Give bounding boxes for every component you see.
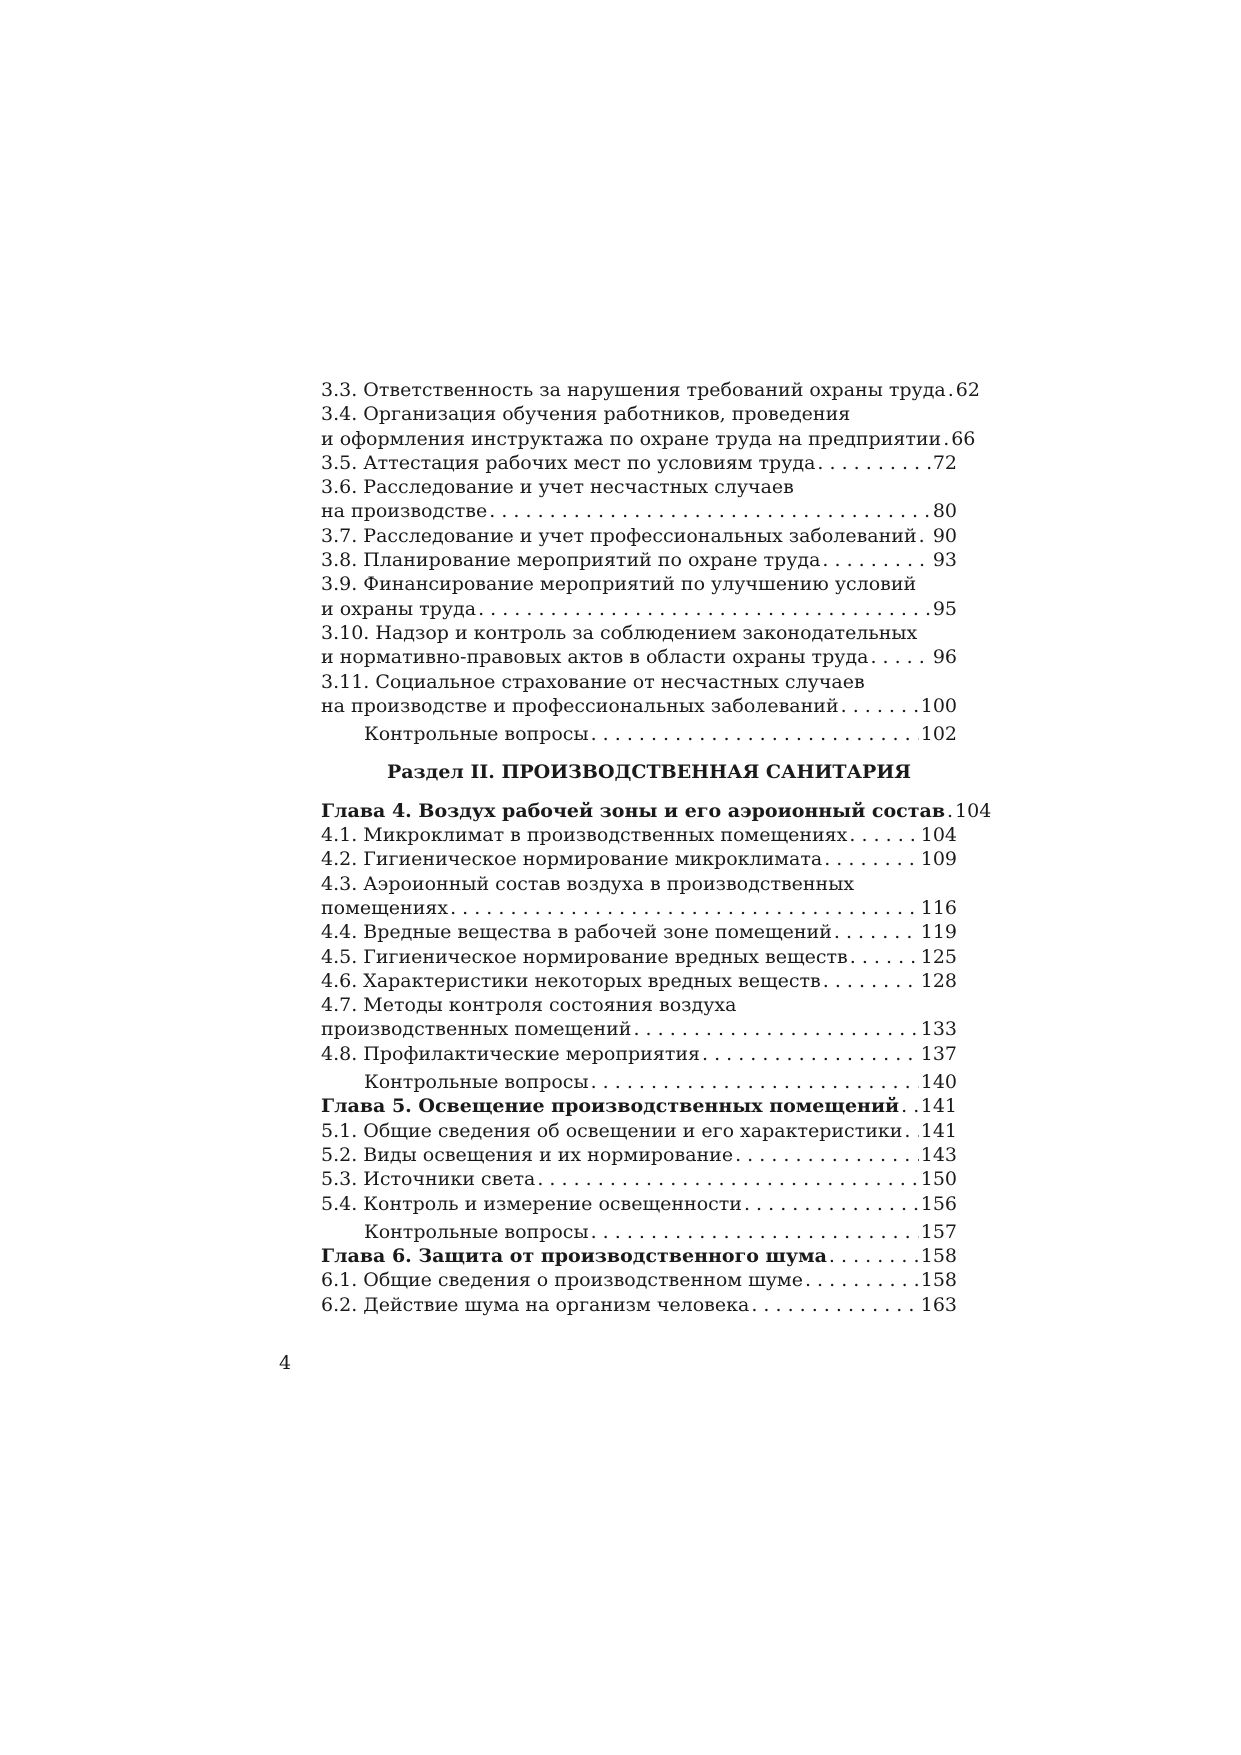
toc-entry-page: 80: [932, 500, 957, 523]
toc-entry-page: 104: [920, 824, 957, 847]
toc-entry-title: помещениях: [321, 896, 449, 919]
toc-entry-title: 4.1. Микроклимат в производственных помещениях: [321, 824, 848, 847]
toc-dot-leader: [817, 451, 930, 475]
toc-entry: [321, 1293, 957, 1317]
toc-entry-page: 104: [955, 799, 992, 822]
toc-entry-page: 93: [932, 549, 957, 572]
toc-entry-title: Контрольные вопросы: [364, 1071, 589, 1094]
toc-entry: [321, 920, 957, 944]
toc-entry-title: 5.2. Виды освещения и их нормирование: [321, 1143, 734, 1166]
toc-entry: [321, 499, 957, 523]
toc-entry: [321, 1192, 957, 1216]
toc-entry-page: 128: [920, 969, 957, 992]
toc-entry-title: Контрольные вопросы: [364, 1220, 589, 1243]
toc-part-1: [321, 378, 980, 746]
toc-entry-page: 125: [920, 945, 957, 968]
toc-entry: [321, 1017, 957, 1041]
toc-entry-page: 156: [920, 1192, 957, 1215]
toc-entry-title: 4.2. Гигиеническое нормирование микроклимата: [321, 848, 823, 871]
toc-entry-title: 3.8. Планирование мероприятий по охране труда: [321, 549, 821, 572]
toc-entry: [321, 896, 957, 920]
toc-entry-page: 109: [920, 848, 957, 871]
toc-entry: [321, 1042, 957, 1066]
toc-entry: [321, 1220, 957, 1244]
toc-entry: [321, 969, 957, 993]
toc-entry: [321, 823, 957, 847]
toc-chapter-entry: [321, 1244, 957, 1268]
toc-dot-leader: [919, 524, 931, 548]
toc-part-2: [321, 799, 992, 1317]
table-of-contents: [321, 378, 992, 1317]
toc-entry-page: 95: [932, 597, 957, 620]
toc-entry-page: 141: [920, 1095, 957, 1118]
toc-entry: [321, 621, 957, 645]
page-number: 4: [279, 1352, 292, 1374]
toc-dot-leader: [591, 722, 919, 746]
toc-entry-page: 90: [932, 524, 957, 547]
toc-entry: [321, 847, 957, 871]
toc-entry-title: 3.4. Организация обучения работников, проведения: [321, 403, 851, 426]
toc-dot-leader: [824, 847, 919, 871]
toc-entry: [321, 1143, 957, 1167]
toc-entry-page: 150: [920, 1168, 957, 1191]
toc-entry-title: 5.1. Общие сведения об освещении и его характеристики: [321, 1119, 903, 1142]
toc-entry-page: 102: [920, 723, 957, 746]
toc-dot-leader: [870, 645, 930, 669]
toc-entry-page: 157: [920, 1220, 957, 1243]
toc-dot-leader: [849, 823, 918, 847]
toc-dot-leader: [537, 1167, 918, 1191]
toc-entry: [321, 475, 957, 499]
toc-entry: [321, 694, 957, 718]
toc-entry-page: 66: [951, 427, 976, 450]
toc-dot-leader: [834, 920, 919, 944]
toc-entry-title: 3.5. Аттестация рабочих мест по условиям труда: [321, 451, 816, 474]
toc-dot-leader: [948, 378, 954, 402]
toc-entry: [321, 451, 957, 475]
toc-dot-leader: [591, 1070, 919, 1094]
toc-entry-title: Контрольные вопросы: [364, 723, 589, 746]
toc-dot-leader: [751, 1293, 918, 1317]
toc-entry-title: и оформления инструктажа по охране труда на предприятии: [321, 427, 942, 450]
toc-entry-title: производственных помещений: [321, 1018, 632, 1041]
toc-entry-title: 6.2. Действие шума на организм человека: [321, 1293, 750, 1316]
toc-entry: [321, 402, 957, 426]
toc-entry-title: 3.11. Социальное страхование от несчастных случаев: [321, 670, 865, 693]
toc-dot-leader: [943, 427, 949, 451]
toc-entry-page: 116: [920, 896, 957, 919]
toc-entry: [321, 524, 957, 548]
toc-dot-leader: [822, 548, 930, 572]
toc-dot-leader: [735, 1143, 919, 1167]
toc-entry-title: 4.4. Вредные вещества в рабочей зоне помещений: [321, 921, 832, 944]
toc-dot-leader: [591, 1220, 919, 1244]
toc-dot-leader: [633, 1017, 918, 1041]
toc-entry-title: Глава 6. Защита от производственного шума: [321, 1245, 827, 1268]
toc-entry-page: 100: [920, 694, 957, 717]
toc-entry-title: Глава 5. Освещение производственных помещений: [321, 1095, 900, 1118]
toc-entry: [321, 670, 957, 694]
toc-entry-title: 3.7. Расследование и учет профессиональных заболеваний: [321, 524, 917, 547]
toc-dot-leader: [450, 896, 919, 920]
toc-entry: [321, 572, 957, 596]
toc-entry: [321, 378, 980, 402]
toc-entry-page: 140: [920, 1071, 957, 1094]
toc-chapter-entry: [321, 1094, 957, 1118]
toc-entry-title: на производстве: [321, 500, 488, 523]
toc-entry-title: 5.4. Контроль и измерение освещенности: [321, 1192, 742, 1215]
toc-entry-page: 137: [920, 1042, 957, 1065]
toc-entry: [321, 1167, 957, 1191]
toc-entry-title: 3.9. Финансирование мероприятий по улучшению условий: [321, 573, 917, 596]
toc-entry-title: 4.6. Характеристики некоторых вредных веществ: [321, 969, 821, 992]
toc-entry: [321, 1119, 957, 1143]
toc-dot-leader: [823, 969, 919, 993]
toc-entry-page: 158: [920, 1269, 957, 1292]
toc-entry-page: 96: [932, 646, 957, 669]
toc-entry-title: 4.3. Аэроионный состав воздуха в производственных: [321, 872, 855, 895]
toc-chapter-entry: [321, 799, 992, 823]
toc-entry-title: 3.6. Расследование и учет несчастных случаев: [321, 476, 794, 499]
toc-entry: [321, 1070, 957, 1094]
toc-entry-page: 143: [920, 1143, 957, 1166]
toc-entry-title: 3.3. Ответственность за нарушения требований охраны труда: [321, 379, 946, 401]
toc-entry: [321, 427, 976, 451]
toc-entry-title: 4.7. Методы контроля состояния воздуха: [321, 994, 737, 1017]
toc-dot-leader: [904, 1119, 918, 1143]
toc-entry-page: 158: [920, 1245, 957, 1268]
toc-entry-title: Глава 4. Воздух рабочей зоны и его аэроионный состав: [321, 799, 946, 822]
toc-entry: [321, 993, 957, 1017]
toc-dot-leader: [947, 799, 953, 823]
toc-dot-leader: [489, 499, 931, 523]
toc-entry: [321, 945, 957, 969]
toc-entry: [321, 1268, 957, 1292]
toc-entry: [321, 548, 957, 572]
toc-entry-page: 62: [955, 379, 980, 401]
toc-dot-leader: [702, 1042, 919, 1066]
toc-entry-title: 3.10. Надзор и контроль за соблюдением законодательных: [321, 621, 918, 644]
toc-entry: [321, 597, 957, 621]
toc-dot-leader: [829, 1244, 919, 1268]
toc-entry-page: 163: [920, 1293, 957, 1316]
toc-entry-title: и нормативно-правовых актов в области охраны труда: [321, 646, 869, 669]
toc-entry: [321, 722, 957, 746]
toc-entry-page: 133: [920, 1018, 957, 1041]
toc-entry-page: 72: [932, 451, 957, 474]
toc-entry-title: 4.5. Гигиеническое нормирование вредных веществ: [321, 945, 848, 968]
section-title: Раздел II. ПРОИЗВОДСТВЕННАЯ САНИТАРИЯ: [386, 761, 912, 784]
toc-entry: [321, 645, 957, 669]
toc-entry-page: 119: [920, 921, 957, 944]
toc-entry-page: 141: [920, 1119, 957, 1142]
toc-dot-leader: [744, 1192, 919, 1216]
toc-entry-title: 5.3. Источники света: [321, 1168, 536, 1191]
toc-dot-leader: [850, 945, 919, 969]
toc-entry-title: 6.1. Общие сведения о производственном шуме: [321, 1269, 803, 1292]
toc-dot-leader: [841, 694, 919, 718]
toc-dot-leader: [901, 1094, 919, 1118]
toc-dot-leader: [478, 597, 931, 621]
toc-entry-title: на производстве и профессиональных заболеваний: [321, 694, 839, 717]
toc-entry-title: и охраны труда: [321, 597, 477, 620]
toc-dot-leader: [805, 1268, 919, 1292]
toc-entry: [321, 872, 957, 896]
toc-entry-title: 4.8. Профилактические мероприятия: [321, 1042, 700, 1065]
